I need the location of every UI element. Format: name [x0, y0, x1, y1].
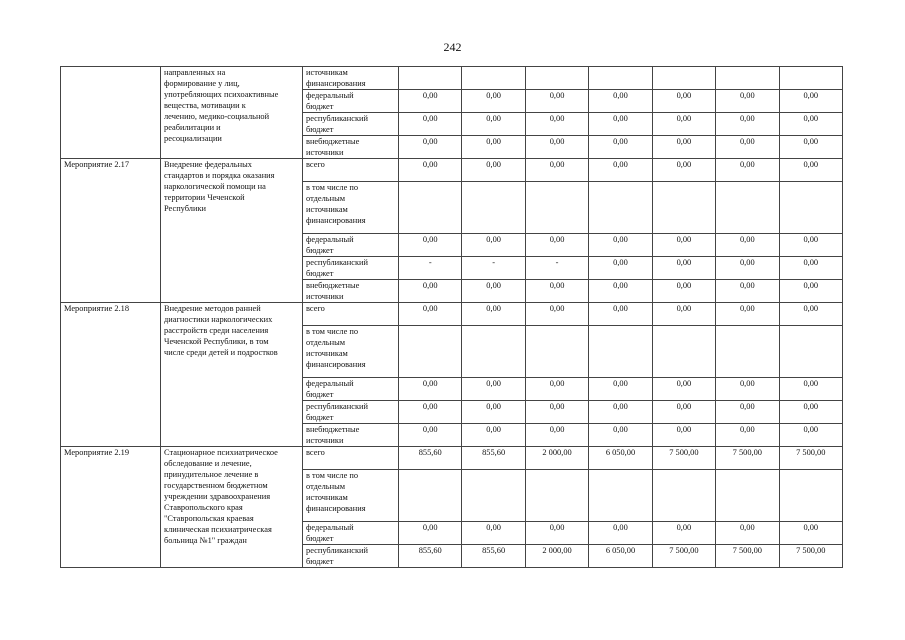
value-cell [779, 90, 842, 113]
value-cell-text: 0,00 [739, 281, 755, 290]
funding-source-cell [303, 90, 399, 113]
value-cell [652, 90, 715, 113]
value-cell-text: 0,00 [486, 281, 501, 290]
value-cell-text: 0,00 [422, 379, 438, 388]
value-cell [589, 522, 652, 545]
funding-source-cell [303, 136, 399, 159]
funding-source-cell-text: источникам финансирования [306, 68, 366, 88]
value-cell [779, 447, 842, 470]
funding-source-cell-text: федеральный бюджет [306, 91, 354, 111]
value-cell [525, 90, 588, 113]
value-cell-text: 0,00 [803, 281, 819, 290]
value-cell-text: 0,00 [803, 160, 819, 169]
value-cell-text: 7 500,00 [796, 546, 826, 555]
value-cell-text: 0,00 [613, 235, 628, 244]
value-cell [399, 326, 462, 378]
value-cell [779, 401, 842, 424]
value-cell [589, 545, 652, 568]
value-cell [525, 424, 588, 447]
value-cell [462, 90, 525, 113]
value-cell-text: 855,60 [482, 448, 506, 457]
funding-source-cell [303, 159, 399, 182]
funding-source-cell [303, 67, 399, 90]
value-cell-text: 0,00 [739, 258, 755, 267]
value-cell [589, 303, 652, 326]
value-cell [525, 470, 588, 522]
value-cell [716, 159, 779, 182]
funding-source-cell [303, 424, 399, 447]
value-cell [779, 522, 842, 545]
value-cell [462, 303, 525, 326]
value-cell-text: 0,00 [676, 425, 692, 434]
funding-source-cell [303, 182, 399, 234]
value-cell [652, 447, 715, 470]
value-cell [716, 522, 779, 545]
description-cell-text: Стационарное психиатрическое обследование и лечение, принудительное лечение в государственном бюджетном учреждении здравоохранения Ставропольского края "Ставропольская краевая клиническая психиатрическая больница №1" граждан [164, 448, 278, 545]
value-cell [399, 424, 462, 447]
funding-source-cell [303, 522, 399, 545]
value-cell [589, 159, 652, 182]
value-cell-text: 0,00 [422, 235, 438, 244]
value-cell [399, 257, 462, 280]
value-cell-text: 0,00 [549, 137, 565, 146]
value-cell [399, 303, 462, 326]
value-cell [716, 470, 779, 522]
value-cell-text: 0,00 [422, 523, 438, 532]
funding-source-cell [303, 470, 399, 522]
value-cell-text: 0,00 [676, 160, 692, 169]
value-cell [716, 378, 779, 401]
value-cell [652, 234, 715, 257]
value-cell-text: 0,00 [803, 137, 819, 146]
value-cell-text: 0,00 [676, 402, 692, 411]
value-cell [462, 447, 525, 470]
value-cell-text: 0,00 [739, 235, 755, 244]
value-cell [399, 136, 462, 159]
description-cell-text: Внедрение методов ранней диагностики наркологических расстройств среди населения Чеченской Республики, в том числе среди детей и подростков [164, 304, 278, 357]
value-cell-text: 0,00 [422, 425, 438, 434]
value-cell-text: 0,00 [613, 304, 628, 313]
value-cell [525, 280, 588, 303]
value-cell-text: 0,00 [486, 402, 501, 411]
value-cell [462, 378, 525, 401]
funding-source-cell [303, 447, 399, 470]
value-cell-text: 0,00 [613, 402, 628, 411]
value-cell [716, 424, 779, 447]
value-cell [589, 447, 652, 470]
value-cell-text: 0,00 [549, 114, 565, 123]
value-cell-text: 0,00 [803, 379, 819, 388]
value-cell-text: 0,00 [739, 91, 755, 100]
funding-source-cell-text: республиканский бюджет [306, 546, 368, 566]
value-cell [652, 67, 715, 90]
description-cell [161, 67, 303, 159]
value-cell [779, 113, 842, 136]
value-cell-text: 855,60 [418, 448, 442, 457]
value-cell [589, 326, 652, 378]
value-cell [525, 136, 588, 159]
value-cell [716, 257, 779, 280]
budget-table [60, 66, 843, 568]
value-cell [779, 378, 842, 401]
value-cell-text: 0,00 [676, 304, 692, 313]
value-cell [589, 136, 652, 159]
funding-source-cell [303, 326, 399, 378]
value-cell [779, 182, 842, 234]
value-cell-text: 0,00 [613, 91, 628, 100]
value-cell-text: 0,00 [676, 91, 692, 100]
value-cell-text: 0,00 [739, 160, 755, 169]
value-cell [716, 182, 779, 234]
value-cell [399, 159, 462, 182]
value-cell-text: 0,00 [739, 137, 755, 146]
value-cell [652, 280, 715, 303]
value-cell-text: 0,00 [613, 523, 628, 532]
value-cell [462, 470, 525, 522]
measure-cell-text: Мероприятие 2.17 [64, 160, 130, 169]
value-cell [652, 378, 715, 401]
value-cell-text: 0,00 [549, 235, 565, 244]
value-cell [716, 326, 779, 378]
value-cell-text: 0,00 [422, 281, 438, 290]
description-cell-text: Внедрение федеральных стандартов и порядка оказания наркологической помощи на территории Чеченской Республики [164, 160, 275, 213]
value-cell [779, 159, 842, 182]
value-cell-text: 0,00 [549, 160, 565, 169]
value-cell [589, 470, 652, 522]
value-cell [779, 136, 842, 159]
value-cell-text: 6 050,00 [605, 546, 636, 555]
value-cell [399, 522, 462, 545]
value-cell [525, 401, 588, 424]
value-cell-text: 7 500,00 [796, 448, 826, 457]
value-cell [462, 257, 525, 280]
value-cell [652, 257, 715, 280]
funding-source-cell-text: республиканский бюджет [306, 402, 368, 422]
value-cell [525, 182, 588, 234]
funding-source-cell-text: в том числе по отдельным источникам финансирования [306, 327, 366, 369]
description-cell [161, 447, 303, 568]
value-cell [399, 280, 462, 303]
value-cell [589, 182, 652, 234]
value-cell [525, 113, 588, 136]
value-cell-text: 0,00 [486, 304, 501, 313]
value-cell [716, 447, 779, 470]
table-row [61, 303, 843, 326]
value-cell [462, 280, 525, 303]
value-cell [652, 522, 715, 545]
value-cell [462, 182, 525, 234]
value-cell [399, 90, 462, 113]
value-cell-text: 0,00 [422, 160, 438, 169]
funding-source-cell-text: в том числе по отдельным источникам финансирования [306, 183, 366, 225]
value-cell-text: 0,00 [739, 523, 755, 532]
value-cell-text: 2 000,00 [542, 448, 572, 457]
measure-cell-text: Мероприятие 2.18 [64, 304, 130, 313]
measure-cell [61, 447, 161, 568]
value-cell [525, 257, 588, 280]
funding-source-cell-text: внебюджетные источники [306, 137, 360, 157]
value-cell-text: 0,00 [803, 114, 819, 123]
value-cell [589, 257, 652, 280]
value-cell [399, 67, 462, 90]
funding-source-cell [303, 401, 399, 424]
value-cell-text: 0,00 [549, 281, 565, 290]
value-cell-text: 6 050,00 [605, 448, 636, 457]
funding-source-cell [303, 303, 399, 326]
funding-source-cell-text: всего [306, 304, 325, 313]
value-cell [779, 545, 842, 568]
value-cell [525, 447, 588, 470]
value-cell [399, 234, 462, 257]
value-cell [716, 280, 779, 303]
value-cell [589, 90, 652, 113]
value-cell-text: 0,00 [739, 114, 755, 123]
description-cell [161, 159, 303, 303]
value-cell-text: 0,00 [739, 379, 755, 388]
value-cell-text: 0,00 [676, 523, 692, 532]
value-cell [716, 113, 779, 136]
value-cell-text: 0,00 [803, 258, 819, 267]
value-cell [652, 182, 715, 234]
measure-cell [61, 67, 161, 159]
value-cell-text: 0,00 [613, 379, 628, 388]
value-cell-text: 0,00 [803, 523, 819, 532]
value-cell-text: 0,00 [422, 402, 438, 411]
value-cell [399, 378, 462, 401]
value-cell-text: 0,00 [613, 258, 628, 267]
table-row [61, 447, 843, 470]
value-cell-text: - [428, 258, 432, 267]
funding-source-cell-text: федеральный бюджет [306, 523, 354, 543]
value-cell-text: 0,00 [739, 304, 755, 313]
value-cell [589, 424, 652, 447]
value-cell-text: 0,00 [676, 137, 692, 146]
value-cell [779, 424, 842, 447]
value-cell-text: 0,00 [422, 137, 438, 146]
value-cell [399, 545, 462, 568]
funding-source-cell [303, 545, 399, 568]
value-cell [779, 257, 842, 280]
value-cell-text: 7 500,00 [732, 546, 762, 555]
value-cell [525, 67, 588, 90]
value-cell-text: 0,00 [739, 425, 755, 434]
funding-source-cell-text: республиканский бюджет [306, 258, 368, 278]
value-cell-text: 0,00 [486, 425, 501, 434]
value-cell-text: 0,00 [549, 91, 565, 100]
value-cell [652, 303, 715, 326]
value-cell-text: 0,00 [549, 379, 565, 388]
value-cell [652, 136, 715, 159]
value-cell-text: 0,00 [422, 91, 438, 100]
value-cell-text: 0,00 [803, 425, 819, 434]
budget-table-body [61, 67, 843, 568]
value-cell [652, 326, 715, 378]
value-cell [462, 424, 525, 447]
funding-source-cell [303, 234, 399, 257]
value-cell-text: 0,00 [803, 402, 819, 411]
table-row [61, 159, 843, 182]
funding-source-cell [303, 257, 399, 280]
value-cell [525, 159, 588, 182]
value-cell [525, 234, 588, 257]
value-cell [779, 303, 842, 326]
value-cell [779, 280, 842, 303]
value-cell-text: 0,00 [676, 281, 692, 290]
value-cell [589, 234, 652, 257]
value-cell-text: 0,00 [486, 160, 501, 169]
value-cell-text: 0,00 [803, 91, 819, 100]
value-cell [716, 67, 779, 90]
funding-source-cell-text: федеральный бюджет [306, 379, 354, 399]
value-cell [779, 470, 842, 522]
value-cell-text: - [492, 258, 496, 267]
value-cell-text: 0,00 [613, 425, 628, 434]
description-cell [161, 303, 303, 447]
value-cell [779, 67, 842, 90]
value-cell-text: 0,00 [486, 137, 501, 146]
value-cell [716, 90, 779, 113]
value-cell [399, 113, 462, 136]
value-cell [779, 326, 842, 378]
value-cell-text: 0,00 [486, 114, 501, 123]
value-cell-text: 7 500,00 [669, 448, 699, 457]
value-cell-text: 0,00 [549, 523, 565, 532]
value-cell [462, 159, 525, 182]
value-cell [589, 280, 652, 303]
value-cell [652, 159, 715, 182]
description-cell-text: направленных на формирование у лиц, употребляющих психоактивные вещества, мотивации к лечению, медико-социальной реабилитации и ресоциализации [164, 68, 279, 143]
value-cell-text: 0,00 [486, 235, 501, 244]
page-number: 242 [443, 40, 462, 54]
value-cell-text: 2 000,00 [542, 546, 572, 555]
value-cell [589, 67, 652, 90]
value-cell-text: 0,00 [613, 137, 628, 146]
value-cell [652, 470, 715, 522]
value-cell [462, 545, 525, 568]
value-cell-text: 0,00 [676, 114, 692, 123]
value-cell [525, 326, 588, 378]
value-cell [462, 326, 525, 378]
funding-source-cell-text: внебюджетные источники [306, 281, 360, 301]
value-cell-text: 0,00 [422, 304, 438, 313]
value-cell-text: 0,00 [422, 114, 438, 123]
value-cell-text: 855,60 [418, 546, 442, 555]
measure-cell-text: Мероприятие 2.19 [64, 448, 130, 457]
value-cell [716, 303, 779, 326]
value-cell-text: 0,00 [549, 304, 565, 313]
value-cell [525, 545, 588, 568]
value-cell [462, 113, 525, 136]
funding-source-cell-text: всего [306, 160, 325, 169]
value-cell [462, 401, 525, 424]
value-cell [399, 182, 462, 234]
funding-source-cell-text: всего [306, 448, 325, 457]
value-cell-text: 0,00 [803, 235, 819, 244]
value-cell-text: 7 500,00 [732, 448, 762, 457]
value-cell-text: 0,00 [803, 304, 819, 313]
value-cell-text: 0,00 [613, 281, 628, 290]
table-row [61, 67, 843, 90]
value-cell-text: 0,00 [676, 379, 692, 388]
value-cell-text: 0,00 [549, 425, 565, 434]
value-cell-text: 0,00 [676, 258, 692, 267]
funding-source-cell-text: федеральный бюджет [306, 235, 354, 255]
funding-source-cell [303, 280, 399, 303]
value-cell [652, 545, 715, 568]
value-cell [716, 234, 779, 257]
value-cell [652, 401, 715, 424]
value-cell-text: 855,60 [482, 546, 506, 555]
value-cell [652, 424, 715, 447]
value-cell [462, 67, 525, 90]
funding-source-cell-text: внебюджетные источники [306, 425, 360, 445]
value-cell [589, 378, 652, 401]
value-cell [779, 234, 842, 257]
value-cell [462, 522, 525, 545]
value-cell [462, 136, 525, 159]
value-cell-text: 0,00 [486, 523, 501, 532]
value-cell [525, 522, 588, 545]
measure-cell [61, 159, 161, 303]
value-cell-text: 0,00 [739, 402, 755, 411]
value-cell-text: 7 500,00 [669, 546, 699, 555]
value-cell [716, 136, 779, 159]
value-cell-text: 0,00 [613, 114, 628, 123]
funding-source-cell-text: в том числе по отдельным источникам финансирования [306, 471, 366, 513]
value-cell-text: 0,00 [613, 160, 628, 169]
value-cell [525, 378, 588, 401]
value-cell [589, 401, 652, 424]
value-cell [399, 470, 462, 522]
value-cell-text: 0,00 [486, 379, 501, 388]
value-cell [399, 401, 462, 424]
value-cell [525, 303, 588, 326]
funding-source-cell [303, 378, 399, 401]
value-cell [652, 113, 715, 136]
value-cell [462, 234, 525, 257]
funding-source-cell [303, 113, 399, 136]
value-cell-text: - [555, 258, 559, 267]
value-cell-text: 0,00 [486, 91, 501, 100]
value-cell [399, 447, 462, 470]
value-cell [589, 113, 652, 136]
measure-cell [61, 303, 161, 447]
funding-source-cell-text: республиканский бюджет [306, 114, 368, 134]
value-cell-text: 0,00 [549, 402, 565, 411]
value-cell [716, 401, 779, 424]
value-cell [716, 545, 779, 568]
value-cell-text: 0,00 [676, 235, 692, 244]
